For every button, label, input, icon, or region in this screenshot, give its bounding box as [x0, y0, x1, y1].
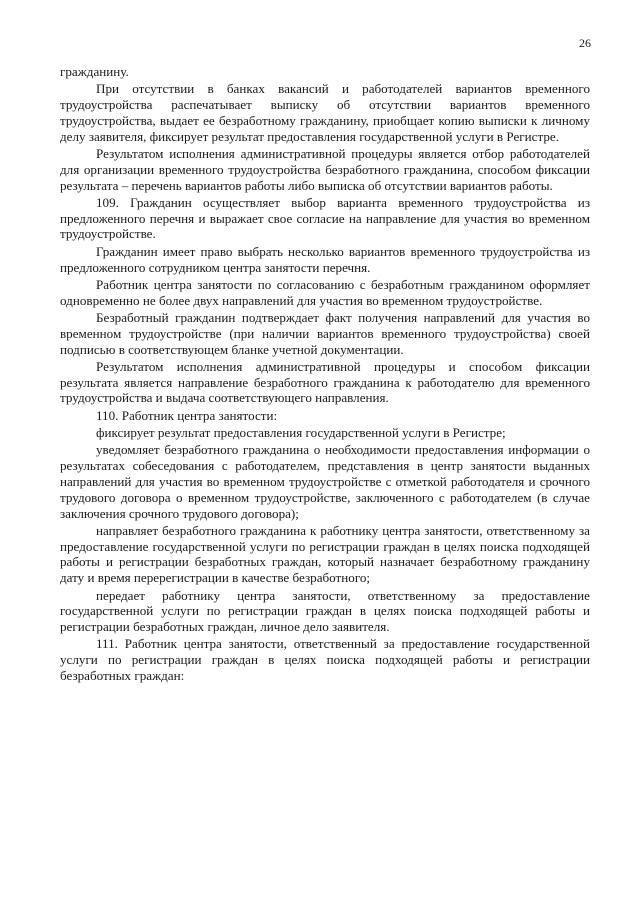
paragraph: Результатом исполнения административной процедуры является отбор работодателей для организации временного трудоустройства безработного гражданина, способом фиксации результата – перечень вариантов работы либо выписка об отсутствии вариантов работы.: [60, 145, 590, 193]
paragraph: Результатом исполнения административной процедуры и способом фиксации результата является направление безработного гражданина к работодателю для временного трудоустройства и выдача соответствующего направления.: [60, 358, 590, 406]
paragraph: направляет безработного гражданина к работнику центра занятости, ответственному за предоставление государственной услуги по регистрации граждан в целях поиска подходящей работы и регистрации безработных граждан, который назначает безработному гражданину дату и время перерегистрации в качестве безработного;: [60, 522, 590, 586]
paragraph: При отсутствии в банках вакансий и работодателей вариантов временного трудоустройства распечатывает выписку об отсутствии вариантов временного трудоустройства, выдает ее безработному гражданину, приобщает копию выписки к личному делу заявителя, фиксирует результат предоставления государственной услуги в Регистре.: [60, 81, 590, 144]
paragraph: Гражданин имеет право выбрать несколько вариантов временного трудоустройства из предложенного сотрудником центра занятости перечня.: [60, 243, 590, 275]
paragraph: уведомляет безработного гражданина о необходимости предоставления информации о результатах собеседования с работодателем, представления в центр занятости выданных направлений для участия во временном трудоустройстве с отметкой работодателя и срочного трудового договора о временном трудоустройстве, заключенного с работодателем (в случае заключения срочного трудового договора);: [60, 442, 590, 521]
paragraph: Работник центра занятости по согласованию с безработным гражданином оформляет одновременно не более двух направлений для участия во временном трудоустройстве.: [60, 276, 590, 308]
paragraph: 110. Работник центра занятости:: [96, 407, 278, 423]
document-body: [60, 64, 590, 685]
paragraph: передает работнику центра занятости, ответственному за предоставление государственной услуги по регистрации граждан в целях поиска подходящей работы и регистрации безработных граждан, личное дело заявителя.: [60, 587, 590, 635]
page-number: 26: [579, 36, 591, 50]
paragraph: Безработный гражданин подтверждает факт получения направлений для участия во временном трудоустройстве (при наличии вариантов временного трудоустройства) своей подписью в соответствующем бланке учетной документации.: [60, 309, 590, 357]
paragraph: 109. Гражданин осуществляет выбор варианта временного трудоустройства из предложенного перечня и выражает свое согласие на направление для участия во временном трудоустройстве.: [60, 194, 590, 242]
paragraph: фиксирует результат предоставления государственной услуги в Регистре;: [96, 425, 506, 441]
paragraph: 111. Работник центра занятости, ответственный за предоставление государственной услуги по регистрации граждан в целях поиска подходящей работы и регистрации безработных граждан:: [60, 636, 590, 683]
paragraph: гражданину.: [60, 64, 129, 79]
